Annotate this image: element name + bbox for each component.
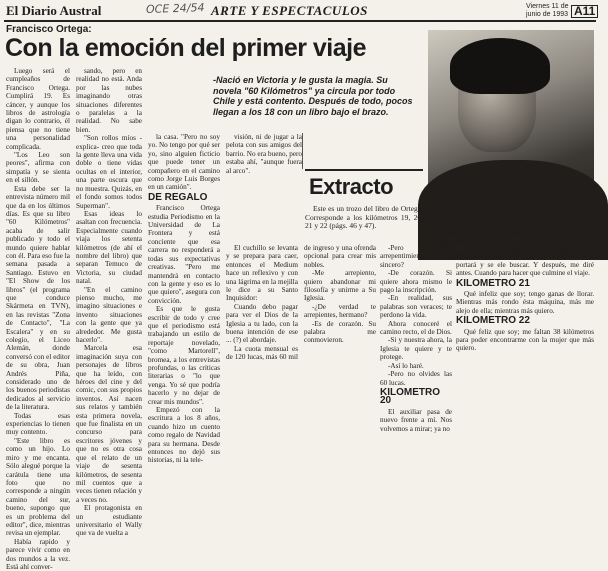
extract-intro: Este es un trozo del libro de Ortega. Corresponde a los kilómetros 19, 20, 21 y 22 (págs. 46 y 47).: [305, 204, 423, 231]
paragraph: -¿De verdad te arrepientes, hermano?: [304, 302, 376, 320]
newspaper-name: El Diario Austral: [6, 3, 102, 18]
masthead: [6, 0, 596, 18]
paragraph: -Así lo haré.: [388, 361, 424, 370]
paragraph: Es que le gusta escribir de todo y cree que el periodismo está trabajando un estilo de reportaje novelado, "como Martorell", bromea, a los entrevistas profundas, o las críticas literarias o "lo que venga. Yo sé que podría hacerlo y no dejar de crear mis mundos".: [148, 305, 220, 406]
issue-date: Viernes 11 de junio de 1993: [526, 3, 569, 18]
paragraph: Qué feliz que soy; me faltan 38 kilómetros para poder encontrarme con la mujer que más quiero.: [456, 327, 594, 353]
paragraph: "Este libro es como un hijo. Lo miro y me encanta. Sólo alegué porque la carátula tiene una foto que no corresponde a ningún camino del sur, bueno, supongo que es un problema del editor", dice, mientras revisa un ejemplar.: [6, 436, 70, 538]
paragraph: Esas ideas lo asaltan con frecuencia. Especialmente cuando viaja los setenta kilómetros (de ahí el nombre del libro) que separan Temuco de Victoria, su ciudad natal.: [76, 209, 142, 286]
subheading: DE REGALO: [148, 191, 208, 203]
paragraph: -Si y nuestra ahora, la Iglesia te quiere y te protege.: [380, 336, 452, 362]
paragraph: Francisco Ortega estudia Periodismo en la Universidad de La Frontera y está conciente que esa carrera no responderá a todas sus expectativas creativas. "Pero me mantendrá en contacto con la gente y eso es lo que quiero", asegura con convicción.: [148, 204, 220, 305]
paragraph: Ahora conoceré el camino recto, el de Dios.: [380, 319, 452, 337]
subheading: KILOMETRO 21: [456, 277, 530, 289]
article-column-1: [6, 67, 70, 571]
page-number: A11: [571, 5, 598, 18]
paragraph: Cuando debo pagar para ver el Dios de la Iglesia a tu lado, con la buena intención de ese ... (?) el abordaje.: [226, 302, 298, 345]
paragraph: -Me arrepiento, quiero abandonar mi filosofía y unirme a Su Iglesia.: [304, 269, 376, 303]
article-column-4: [226, 133, 302, 173]
subheading: KILOMETRO 22: [456, 315, 530, 327]
paragraph: El protagonista en un estudiante universitario el Wally que va de vuelta a: [76, 504, 142, 538]
archive-stamp: OCE 24/54: [145, 0, 205, 17]
section-title: ARTE Y ESPECTACULOS: [211, 3, 368, 18]
paragraph: visión, ni de jugar a la pelota con sus amigos del barrio. No era bueno, pero estaba ahí, "aunque fuera al arco".: [226, 133, 302, 175]
header-rule: [4, 20, 596, 22]
paragraph: Empezó con la escritura a los 8 años, cuando hizo un cuento como regalo de Navidad para su hermana. Desde entonces no dejó sus historias, ni la tele-: [148, 406, 220, 465]
paragraph: Luego será el cumpleaños de Francisco Ortega. Cumplirá 19. Es cáncer, y aunque los libros de astrología digan lo contrario, él piensa que no tiene una personalidad complicada.: [6, 67, 70, 151]
lead-paragraph: -Nació en Victoria y le gusta la magia. Su novela "60 Kilómetros" ya circula por todo Chile y está contento. Después de todo, pocos llegan a los 18 con un libro bajo el brazo.: [213, 75, 413, 117]
paragraph: La cuota mensual es de 120 lucas, más 60 mil de ingreso y una ofrenda opcional para crear mis nobles.: [226, 244, 376, 362]
paragraph: -De corazón. Si quiere ahora mismo le pago la inscripción.: [380, 269, 452, 295]
paragraph: Había rapido y parece vivir como en dos mundos a la vez. Está ahí conver-: [6, 537, 70, 571]
article-column-3: [148, 133, 220, 465]
paragraph: "Son rollos míos -explica- creo que toda la gente lleva una vida doble o tiene vidas ocultas en el interior, una parte oscura que no muestra. Quizás, en el fondo somos todos Superman".: [76, 134, 142, 210]
extract-column-a: [226, 244, 376, 404]
extract-column-b: [380, 244, 452, 433]
column-separator: [302, 133, 303, 169]
paragraph: -Es de corazón. Su palabra me conmovieron.: [304, 319, 376, 345]
photo-caption: "Quizás todos tengamos algo de Superman...": [432, 228, 549, 246]
paragraph: sando, pero en realidad no está. Anda por las nubes imaginando otras situaciones diferentes o paralelas a la realidad. No sabe bien.: [76, 67, 142, 134]
extract-column-c: [456, 244, 594, 404]
paragraph: "En el camino pienso mucho, me imagino situaciones e invento situaciones con la gente que ya alrededor. Me gusta hacerlo".: [76, 285, 142, 344]
paragraph: Marcela esa imaginación suya con personajes de libros que ha leído, con héroes del cine y del comic, con sus propios inventos. Así nacen sus relatos y también esta primera novela, que fue finalista en un concurso para escritores jóvenes y que no es otra cosa que el relato de un viaje de sesenta kilómetros, de sesenta mil cuentos que a veces tienen relación y a veces no.: [76, 344, 142, 504]
paragraph: -Pero no olvides las 60 lucas.: [380, 370, 452, 387]
paragraph: es igual. La gente ya dijo que es el Nosferatu. Tarde o temprano se la declarar y se portará y se ele buscar. Y después, me diré antes. Cuando para hacer que culmine el viaje.: [456, 244, 594, 278]
paragraph: -Pero tu arrepentimiento es sincero?: [380, 244, 452, 269]
photo-hair: [450, 38, 550, 94]
headline: Con la emoción del primer viaje: [5, 34, 367, 62]
paragraph: -En realidad, sus palabras son veraces; te perdono la vida.: [380, 294, 452, 320]
paragraph: "Los Leo son peores", afirma con simpatía y se sienta en el sillón.: [6, 151, 70, 185]
paragraph: Todas esas experiencias lo tienen muy contento.: [6, 411, 70, 437]
paragraph: El cuchillo se levanta y se prepara para caer, entonces el Medium hace un reflexivo y con una lágrima en la mejilla le dice a su Santo Inquisidor:: [226, 244, 298, 303]
paragraph: Esta debe ser la entrevista número mil que da en los últimos días. Es que su libro "60 Kilómetros" acaba de salir publicado y todo el mundo quiere hablar con él. Para eso fue la semana pasada a Santiago. Estuvo en "El Show de los libros" (el programa que conduce Skármeta en TVN), en las revistas "Zona de Contacto", "La Escalera" y en su colegio, el Liceo Alemán, donde conversó con el editor de su obra, Juan Andrés Piña, considerado uno de los buenos periodistas dedicados al servicio de la literatura.: [6, 184, 70, 412]
paragraph: El auxiliar pasa de nuevo frente a mí. Nos volvemos a mirar; ya no: [380, 407, 452, 433]
paragraph: Qué infeliz que soy; tengo ganas de llorar. Mientras más rondo ésta máquina, más me alejo de ella; mientras más quiero.: [456, 290, 594, 315]
author-photo: [428, 30, 594, 245]
paragraph: la casa. "Pero no soy yo. No tengo por qué ser yo, sino alguien ficticio que puede tener un compañero en el camino como Jorge Luis Borges en un camión".: [148, 133, 220, 192]
subheading: KILOMETRO 20: [380, 386, 440, 407]
extract-title: Extracto: [309, 174, 394, 199]
byline: Francisco Ortega:: [6, 24, 92, 35]
article-column-2: [76, 67, 142, 538]
